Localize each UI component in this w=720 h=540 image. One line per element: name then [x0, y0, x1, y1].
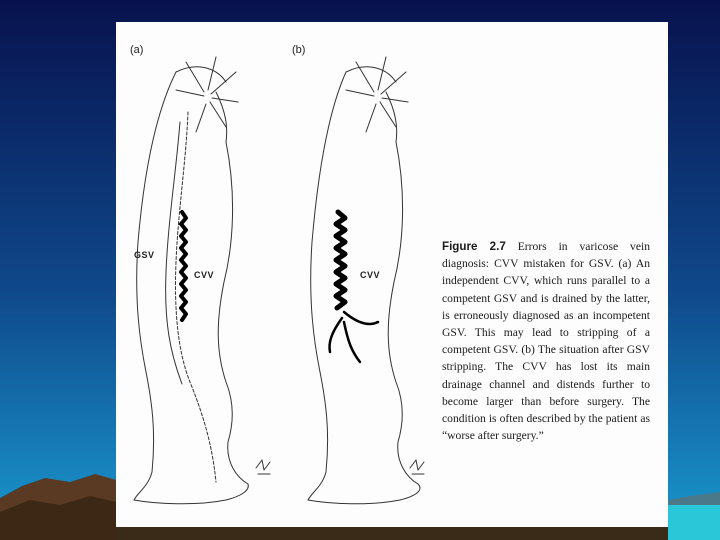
cvv-a — [181, 212, 186, 320]
leg-a-outline-left — [134, 72, 176, 500]
panel-a-label: (a) — [130, 44, 144, 56]
leg-a-hip — [176, 67, 227, 142]
figure-caption — [442, 238, 650, 444]
sea-strip — [668, 505, 720, 540]
leg-b-outline-right — [388, 142, 418, 484]
leg-b-foot — [308, 484, 420, 504]
leg-a-outline-right — [218, 142, 248, 484]
cvv-b — [336, 212, 345, 308]
signature-b — [410, 460, 424, 474]
cvv-label-b: CVV — [360, 270, 381, 280]
caption-body: Errors in varicose vein diagnosis: CVV mistaken for GSV. (a) An independent CVV, which runs parallel to a competent GSV and is drained by the latter, is erroneously diagnosed as an incompetent GSV. This may lead to stripping of a competent GSV. (b) The situation after GSV stripping. The CVV has lost its main drainage channel and distends further to become larger than before surgery. The condition is often described by the patient as “worse after surgery.” — [442, 240, 651, 443]
cvv-b-branches — [330, 312, 379, 362]
cvv-label-a: CVV — [194, 270, 215, 280]
caption-title: Figure 2.7 — [442, 240, 506, 253]
panel-b-label: (b) — [292, 44, 306, 56]
leg-b-hip — [346, 67, 397, 142]
leg-a-foot — [134, 484, 248, 504]
ground-strip — [116, 527, 668, 540]
gsv-label: GSV — [134, 250, 155, 260]
signature-a — [256, 460, 270, 474]
figure-card — [116, 22, 668, 527]
